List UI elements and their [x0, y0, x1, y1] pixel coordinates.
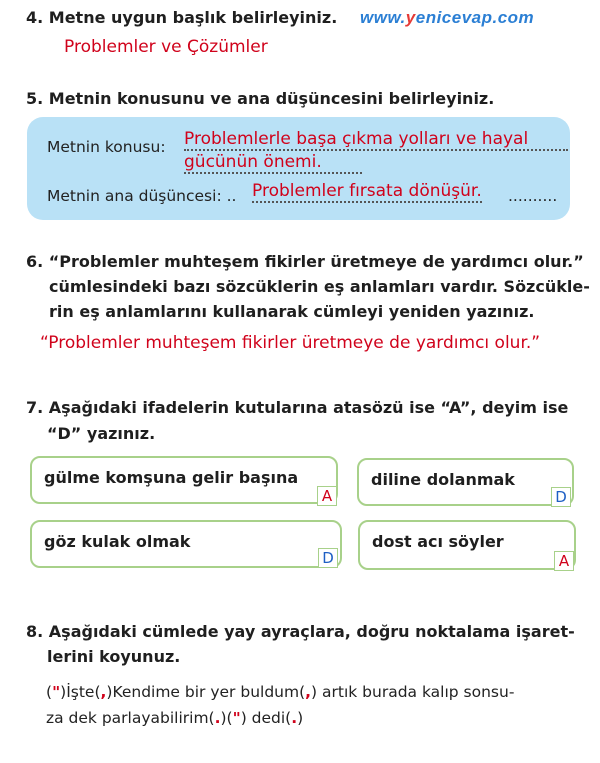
topic-answer-line2: gücünün önemi. [184, 152, 362, 174]
q7-item-4-text: dost acı söyler [372, 532, 504, 551]
question-5: 5. Metnin konusunu ve ana düşüncesini belirleyiniz. [26, 89, 495, 108]
s2-part3: ) dedi( [240, 709, 292, 727]
q7-item-1-text: gülme komşuna gelir başına [44, 468, 299, 487]
q8-sentence-line2 [46, 709, 303, 727]
question-8-line1: 8. Aşağıdaki cümlede yay ayraçlara, doğru noktalama işaret- [26, 622, 575, 641]
s1-part2: )İşte( [60, 683, 101, 701]
question-6-line3: rin eş anlamlarını kullanarak cümleyi yeniden yazınız. [49, 302, 535, 321]
q8-sentence-line1 [46, 683, 514, 701]
s2-part4: ) [297, 709, 304, 727]
site-y: y [405, 8, 416, 27]
answer-4: Problemler ve Çözümler [64, 37, 268, 57]
s1-mark3[interactable]: , [305, 683, 312, 701]
site-rest: enicevap.com [415, 8, 535, 27]
question-4: 4. Metne uygun başlık belirleyiniz. [26, 8, 338, 27]
s2-mark1[interactable]: . [214, 709, 221, 727]
s2-part1: za dek parlayabilirim( [46, 709, 215, 727]
question-6-line2: cümlesindeki bazı sözcüklerin eş anlamları vardır. Sözcükle- [49, 277, 590, 296]
q7-item-3-answer[interactable]: D [318, 548, 338, 568]
s1-mark1[interactable]: " [52, 683, 61, 701]
s1-mark2[interactable]: , [100, 683, 107, 701]
main-idea-trail: .......... [508, 187, 558, 205]
question-7-line1: 7. Aşağıdaki ifadelerin kutularına atasözü ise “A”, deyim ise [26, 398, 569, 417]
q7-item-3 [30, 520, 342, 568]
site-prefix: www. [360, 8, 406, 27]
q7-item-1-answer[interactable]: A [317, 486, 337, 506]
q7-item-2-answer[interactable]: D [551, 487, 571, 507]
q7-item-1 [30, 456, 338, 504]
s2-mark3[interactable]: . [291, 709, 298, 727]
question-8-line2: lerini koyunuz. [47, 647, 181, 666]
topic-label: Metnin konusu: [47, 138, 166, 156]
s2-mark2[interactable]: " [232, 709, 241, 727]
s2-part2: )( [220, 709, 233, 727]
q7-item-2 [357, 458, 574, 506]
answer-6: “Problemler muhteşem fikirler üretmeye de yardımcı olur.” [40, 333, 541, 353]
q7-item-4 [358, 520, 576, 570]
question-6-line1: 6. “Problemler muhteşem fikirler üretmeye de yardımcı olur.” [26, 252, 584, 271]
s1-part4: ) artık burada kalıp sonsu- [311, 683, 515, 701]
site-logo [360, 8, 534, 28]
question-7-line2: “D” yazınız. [47, 424, 156, 443]
q7-item-4-answer[interactable]: A [554, 551, 574, 571]
topic-answer-line1: Problemlerle başa çıkma yolları ve hayal [184, 129, 568, 151]
s1-part3: )Kendime bir yer buldum( [106, 683, 306, 701]
s1-part1: ( [46, 683, 53, 701]
q7-item-3-text: göz kulak olmak [44, 532, 191, 551]
main-idea-label: Metnin ana düşüncesi: .. [47, 187, 237, 205]
q7-item-2-text: diline dolanmak [371, 470, 515, 489]
main-idea-answer: Problemler fırsata dönüşür. [252, 181, 482, 201]
